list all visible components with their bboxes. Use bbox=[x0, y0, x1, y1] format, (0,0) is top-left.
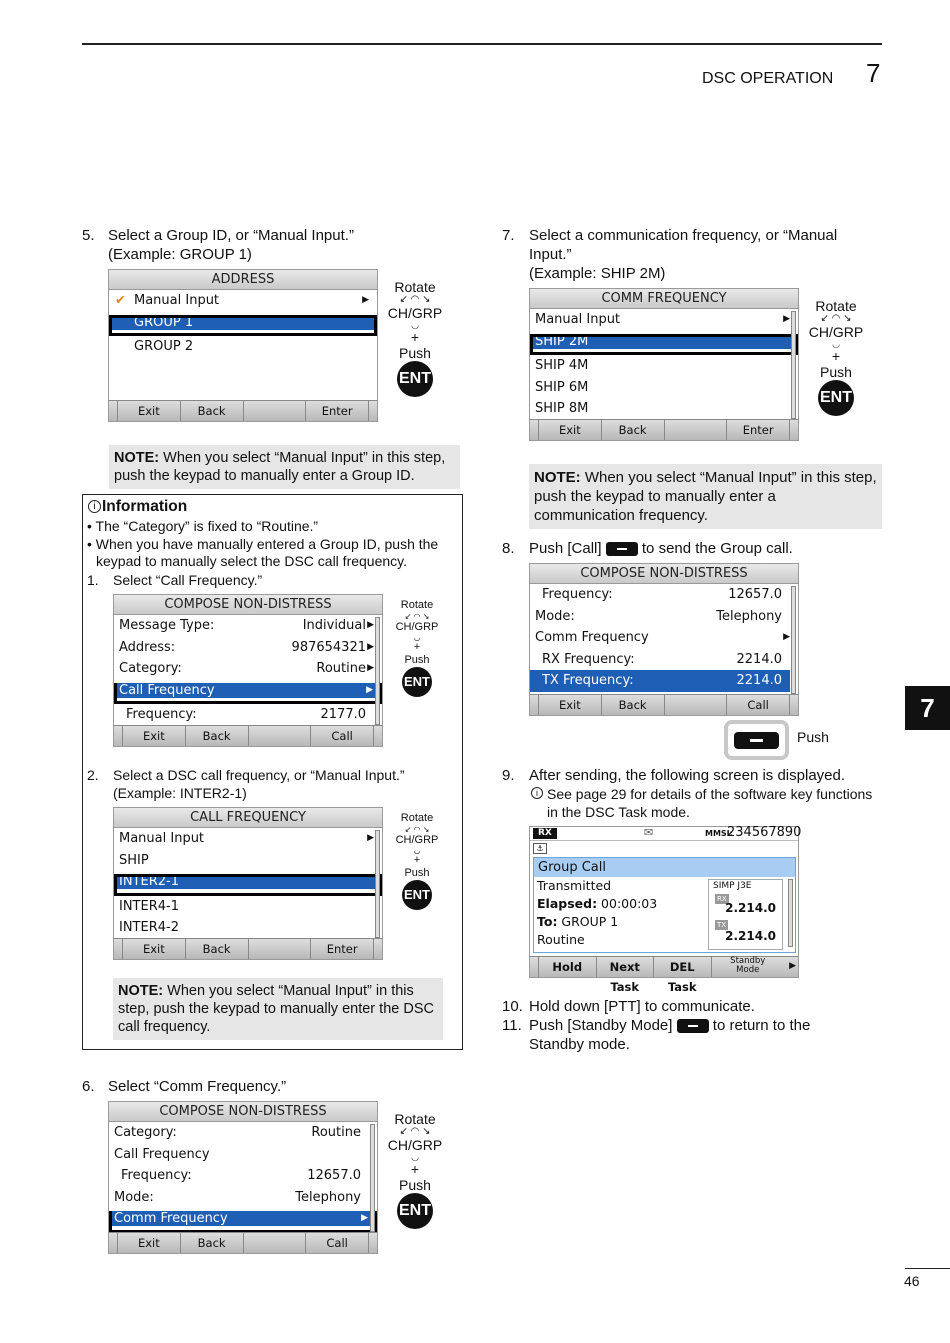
compose-screen-send bbox=[529, 563, 799, 716]
step-7-text: Select a communication frequency, or “Manual bbox=[529, 227, 838, 244]
rx-freq: 2.214.0 bbox=[725, 901, 776, 915]
status-bar bbox=[530, 825, 802, 841]
blank-softkey[interactable] bbox=[664, 420, 727, 440]
softkey-bar bbox=[109, 1232, 377, 1253]
step-6-number: 6. bbox=[82, 1078, 95, 1095]
list-item[interactable]: SHIP 6M bbox=[535, 379, 589, 395]
task-status: Transmitted bbox=[537, 878, 612, 893]
task-category: Routine bbox=[537, 932, 585, 947]
arrow-right-icon: ▶ bbox=[362, 295, 369, 305]
list-item[interactable]: GROUP 2 bbox=[134, 339, 194, 354]
step-5-example: (Example: GROUP 1) bbox=[108, 246, 252, 263]
list-item[interactable]: Comm Frequency ▶ bbox=[530, 627, 798, 649]
info-icon: i bbox=[88, 500, 101, 513]
list-item[interactable]: Category: Routine ▶ bbox=[114, 658, 382, 680]
step-9-ref-2: in the DSC Task mode. bbox=[547, 804, 690, 820]
back-softkey[interactable]: Back bbox=[601, 420, 664, 440]
arrow-right-icon: ▶ bbox=[361, 1213, 368, 1223]
call-key-button[interactable] bbox=[724, 720, 789, 760]
compose-screen-comm bbox=[108, 1101, 378, 1254]
arrow-right-icon: ▶ bbox=[367, 641, 374, 652]
scrollbar[interactable] bbox=[791, 311, 796, 419]
info-bullet-2: • When you have manually entered a Group ID, push the bbox=[87, 536, 439, 552]
page-number: 46 bbox=[904, 1273, 920, 1289]
section-title: DSC OPERATION bbox=[702, 70, 834, 87]
arrow-right-icon: ▶ bbox=[366, 684, 373, 695]
step-7-number: 7. bbox=[502, 227, 515, 244]
dsc-task-screen bbox=[529, 825, 802, 994]
header-rule bbox=[82, 43, 882, 45]
task-to: To: GROUP 1 bbox=[537, 914, 619, 929]
rotate-icon: ↙ ◠ ↘ bbox=[404, 825, 430, 834]
note-box: NOTE: When you select “Manual Input” in this step, push the keypad to manually enter a Group ID. bbox=[109, 445, 460, 489]
back-softkey[interactable]: Back bbox=[180, 401, 243, 421]
softkey-bar bbox=[114, 725, 382, 746]
list-item[interactable]: RX Frequency: 2214.0 bbox=[542, 651, 782, 667]
mmsi-label: MMSI: bbox=[705, 829, 733, 838]
list-item-selected[interactable]: Comm Frequency ▶ bbox=[109, 1211, 377, 1233]
info-step-2-number: 2. bbox=[87, 767, 99, 783]
arrow-right-icon: ▶ bbox=[783, 632, 790, 642]
step-7-example: (Example: SHIP 2M) bbox=[529, 265, 666, 282]
ent-button[interactable]: ENT bbox=[818, 380, 854, 416]
exit-softkey[interactable]: Exit bbox=[538, 420, 601, 440]
info-step-2-example: (Example: INTER2-1) bbox=[113, 785, 247, 801]
task-title: Group Call bbox=[534, 858, 795, 877]
knob-instruction: Rotate ↙ ◠ ↘ CH/GRP ◡ + Push ENT bbox=[806, 298, 866, 416]
list-item-selected[interactable]: SHIP 2M bbox=[530, 334, 798, 356]
step-9-number: 9. bbox=[502, 767, 515, 784]
list-item[interactable]: INTER4-1 bbox=[119, 898, 179, 914]
enter-softkey[interactable]: Enter bbox=[726, 420, 790, 440]
scrollbar[interactable] bbox=[788, 879, 793, 947]
arrow-right-icon: ▶ bbox=[367, 833, 374, 843]
arrow-right-icon: ▶ bbox=[783, 314, 790, 324]
comm-frequency-screen bbox=[529, 288, 799, 441]
info-step-1-text: Select “Call Frequency.” bbox=[113, 572, 263, 588]
ent-button[interactable]: ENT bbox=[402, 880, 432, 910]
list-item[interactable]: Call Frequency bbox=[114, 1146, 210, 1162]
back-softkey[interactable]: Back bbox=[185, 939, 248, 959]
softkey-bar bbox=[109, 400, 377, 421]
screen-title: COMPOSE NON-DISTRESS bbox=[114, 595, 382, 615]
arrow-right-icon: ▶ bbox=[367, 620, 374, 630]
step-7-text-2: Input.” bbox=[529, 246, 572, 263]
screen-title: COMM FREQUENCY bbox=[530, 289, 798, 309]
rotate-icon: ↙ ◠ ↘ bbox=[399, 1126, 431, 1137]
list-item[interactable]: ✔ Manual Input ▶ bbox=[109, 290, 377, 312]
ship-icon: ⚓ bbox=[533, 843, 547, 854]
knob-instruction: Rotate ↙ ◠ ↘ CH/GRP ◡ + Push ENT bbox=[385, 1111, 445, 1229]
blank-softkey[interactable] bbox=[248, 939, 311, 959]
blank-softkey[interactable] bbox=[243, 401, 306, 421]
list-item[interactable]: Message Type: Individual ▶ bbox=[114, 615, 382, 637]
list-item[interactable]: Mode: Telephony bbox=[114, 1189, 361, 1205]
scrollbar[interactable] bbox=[791, 586, 796, 694]
list-item[interactable]: SHIP 8M bbox=[535, 401, 589, 416]
tx-freq-badge: TX bbox=[717, 921, 727, 929]
step-6-text: Select “Comm Frequency.” bbox=[108, 1078, 287, 1095]
step-11-text: Push [Standby Mode] to return to the bbox=[529, 1017, 811, 1034]
task-panel bbox=[533, 857, 796, 953]
scrollbar[interactable] bbox=[375, 617, 380, 725]
del-task-softkey[interactable]: DEL Task bbox=[653, 957, 711, 977]
push-label: Push bbox=[797, 729, 829, 745]
exit-softkey[interactable]: Exit bbox=[122, 726, 185, 746]
standby-key-icon bbox=[677, 1019, 709, 1033]
scrollbar[interactable] bbox=[370, 1124, 375, 1232]
rx-freq-badge: RX bbox=[717, 895, 727, 903]
list-item-selected[interactable]: GROUP 1 bbox=[109, 315, 377, 337]
back-softkey[interactable]: Back bbox=[180, 1233, 243, 1253]
screen-title: COMPOSE NON-DISTRESS bbox=[109, 1102, 377, 1122]
tx-freq: 2.214.0 bbox=[725, 929, 776, 943]
freq-panel bbox=[708, 879, 783, 950]
back-softkey[interactable]: Back bbox=[601, 695, 664, 715]
list-item[interactable]: SHIP 4M bbox=[535, 358, 589, 373]
step-9-ref: See page 29 for details of the software key functions bbox=[547, 786, 873, 802]
softkey-bar bbox=[530, 694, 798, 715]
step-5-number: 5. bbox=[82, 227, 95, 244]
scrollbar[interactable] bbox=[375, 830, 380, 938]
call-softkey[interactable]: Call bbox=[310, 726, 374, 746]
hold-softkey[interactable]: Hold bbox=[538, 957, 596, 977]
list-item[interactable]: SHIP bbox=[119, 852, 149, 868]
chapter-tab: 7 bbox=[905, 686, 950, 730]
call-softkey[interactable]: Call bbox=[305, 1233, 369, 1253]
exit-softkey[interactable]: Exit bbox=[117, 401, 180, 421]
step-9-text: After sending, the following screen is displayed. bbox=[529, 767, 846, 784]
arrow-right-icon[interactable]: ▶ bbox=[789, 961, 796, 971]
mode-text: SIMP J3E bbox=[713, 881, 752, 891]
enter-softkey[interactable]: Enter bbox=[305, 401, 369, 421]
list-item[interactable]: Frequency: 12657.0 bbox=[121, 1168, 361, 1183]
list-item[interactable]: Manual Input ▶ bbox=[530, 309, 798, 331]
list-item[interactable]: Manual Input ▶ bbox=[114, 828, 382, 850]
note-box: NOTE: When you select “Manual Input” in this step, push the keypad to manually enter a communication frequency. bbox=[529, 464, 882, 529]
step-5-text: Select a Group ID, or “Manual Input.” bbox=[108, 227, 354, 244]
knob-instruction: Rotate ↙ ◠ ↘ CH/GRP ◡ + Push ENT bbox=[385, 279, 445, 397]
mmsi-value: 234567890 bbox=[727, 825, 802, 840]
check-icon: ✔ bbox=[115, 293, 126, 308]
step-11-text-2: Standby mode. bbox=[529, 1036, 630, 1053]
exit-softkey[interactable]: Exit bbox=[117, 1233, 180, 1253]
call-softkey[interactable]: Call bbox=[726, 695, 790, 715]
list-item[interactable]: Address: 987654321 ▶ bbox=[114, 637, 382, 659]
info-bullet-1: • The “Category” is fixed to “Routine.” bbox=[87, 518, 319, 534]
list-item[interactable]: Frequency: 12657.0 bbox=[542, 587, 782, 602]
list-item[interactable]: Category: Routine bbox=[114, 1125, 361, 1140]
softkey-bar bbox=[530, 956, 798, 994]
ent-button[interactable]: ENT bbox=[402, 667, 432, 697]
list-item[interactable]: Frequency: 2177.0 bbox=[126, 707, 366, 722]
compose-screen-call bbox=[113, 594, 383, 747]
knob-instruction: Rotate ↙ ◠ ↘ CH/GRP ◡ + Push ENT bbox=[392, 812, 442, 910]
rotate-icon: ↙ ◠ ↘ bbox=[399, 294, 431, 305]
exit-softkey[interactable]: Exit bbox=[538, 695, 601, 715]
screen-title: COMPOSE NON-DISTRESS bbox=[530, 564, 798, 584]
rotate-icon: ↙ ◠ ↘ bbox=[820, 313, 852, 324]
back-softkey[interactable]: Back bbox=[185, 726, 248, 746]
next-task-softkey[interactable]: Next Task bbox=[596, 957, 654, 977]
softkey-bar bbox=[530, 419, 798, 440]
rotate-icon: ↙ ◠ ↘ bbox=[404, 612, 430, 621]
knob-instruction: Rotate ↙ ◠ ↘ CH/GRP ◡ + Push ENT bbox=[392, 599, 442, 697]
exit-softkey[interactable]: Exit bbox=[122, 939, 185, 959]
info-step-1-number: 1. bbox=[87, 572, 99, 588]
list-item-selected[interactable]: TX Frequency: 2214.0 bbox=[530, 670, 790, 692]
info-bullet-2b: keypad to manually select the DSC call frequency. bbox=[96, 553, 408, 569]
standby-mode-softkey[interactable]: Standby Mode bbox=[711, 957, 785, 977]
call-key-icon bbox=[606, 542, 638, 556]
step-11-number: 11. bbox=[502, 1017, 522, 1034]
ent-button[interactable]: ENT bbox=[397, 361, 433, 397]
footer-rule bbox=[905, 1268, 950, 1269]
step-8-number: 8. bbox=[502, 540, 515, 557]
blank-softkey[interactable] bbox=[248, 726, 311, 746]
info-ref-icon: i bbox=[531, 787, 543, 799]
softkey-bar bbox=[114, 938, 382, 959]
list-item[interactable]: INTER4-2 bbox=[119, 920, 179, 935]
enter-softkey[interactable]: Enter bbox=[310, 939, 374, 959]
step-10-text: Hold down [PTT] to communicate. bbox=[529, 998, 755, 1015]
screen-title: ADDRESS bbox=[109, 270, 377, 290]
info-step-2-text: Select a DSC call frequency, or “Manual Input.” bbox=[113, 767, 405, 783]
rx-badge: RX bbox=[533, 828, 557, 839]
blank-softkey[interactable] bbox=[243, 1233, 306, 1253]
arrow-right-icon: ▶ bbox=[367, 663, 374, 673]
list-item[interactable]: Mode: Telephony bbox=[535, 608, 782, 624]
info-title: Information bbox=[102, 498, 188, 515]
list-item-selected[interactable]: INTER2-1 bbox=[114, 874, 382, 896]
mail-icon: ✉ bbox=[644, 826, 654, 839]
screen-title: CALL FREQUENCY bbox=[114, 808, 382, 828]
call-frequency-screen bbox=[113, 807, 383, 960]
step-8-text: Push [Call] to send the Group call. bbox=[529, 540, 793, 557]
address-screen bbox=[108, 269, 378, 422]
ent-button[interactable]: ENT bbox=[397, 1193, 433, 1229]
blank-softkey[interactable] bbox=[664, 695, 727, 715]
list-item-selected[interactable]: Call Frequency ▶ bbox=[114, 683, 382, 705]
step-10-number: 10. bbox=[502, 998, 523, 1015]
task-elapsed: Elapsed: 00:00:03 bbox=[537, 896, 658, 911]
note-box: NOTE: When you select “Manual Input” in this step, push the keypad to manually enter the DSC call frequency. bbox=[113, 978, 443, 1040]
chapter-number: 7 bbox=[866, 58, 881, 88]
